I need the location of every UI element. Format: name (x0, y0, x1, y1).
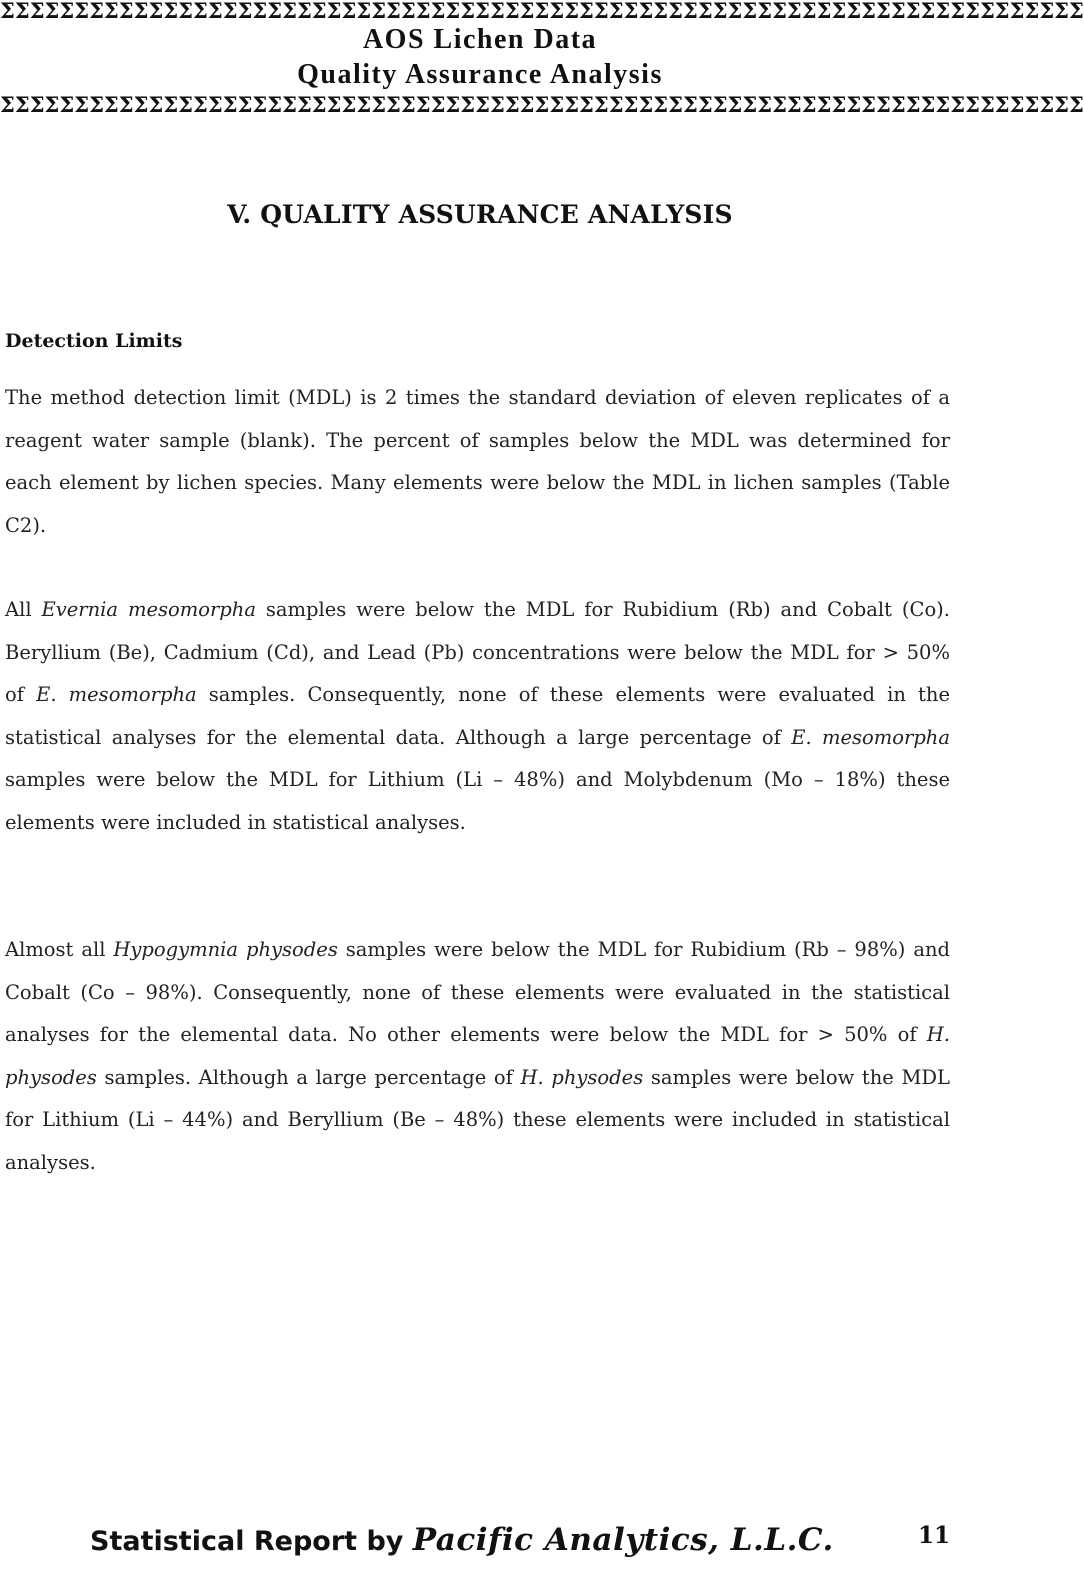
species-name: H. physodes (520, 1065, 644, 1089)
paragraph-mdl-definition: The method detection limit (MDL) is 2 times the standard deviation of eleven replicates of a reagent water sample (blank). The percent of samples below the MDL was determined for each element by lichen species. Many elements were below the MDL in lichen samples (Table C2). (5, 386, 950, 537)
footer-prefix: Statistical Report by (90, 1526, 413, 1557)
footer-company-name: Pacific Analytics, L.L.C. (412, 1522, 834, 1558)
species-name: Evernia mesomorpha (41, 598, 256, 621)
species-name: Hypogymnia physodes (113, 938, 338, 961)
species-name: E. mesomorpha (36, 683, 197, 706)
page-number: 11 (918, 1522, 951, 1549)
text-span: samples were below the MDL for Lithium (Li – 44%) and Beryllium (Be – 48%) these elements were included in statistical analyses. (5, 1065, 950, 1174)
subheading-detection-limits: Detection Limits (5, 330, 183, 352)
text-span: All (5, 598, 42, 621)
species-name: E. mesomorpha (791, 725, 950, 749)
header-sigma-border-bottom: ΣΣΣΣΣΣΣΣΣΣΣΣΣΣΣΣΣΣΣΣΣΣΣΣΣΣΣΣΣΣΣΣΣΣΣΣΣΣΣΣΣΣΣΣΣΣΣΣΣΣΣΣΣΣΣΣΣΣΣΣΣΣΣΣΣΣΣΣΣΣΣΣΣ (0, 92, 1084, 117)
text-span: samples were below the MDL for Rubidium (Rb – 98%) and Cobalt (Co – 98%). Consequently, none of these elements were evaluated in the statistical analyses for the elemental data. No other elements were below the MDL for > 50% of (5, 938, 950, 1046)
section-title: V. QUALITY ASSURANCE ANALYSIS (227, 200, 733, 229)
text-span: Almost all (5, 938, 114, 961)
text-span: samples were below the MDL for Rubidium (Rb) and Cobalt (Co). Beryllium (Be), Cadmium (Cd), and Lead (Pb) concentrations were below the MDL for > 50% of (5, 598, 950, 706)
paragraph-evernia (5, 589, 950, 844)
text-span: samples were below the MDL for Lithium (Li – 48%) and Molybdenum (Mo – 18%) these elements were included in statistical analyses. (5, 768, 950, 834)
species-name: H. physodes (5, 1023, 950, 1089)
running-head-subtitle: Quality Assurance Analysis (297, 59, 663, 90)
running-head-title: AOS Lichen Data (362, 24, 598, 55)
page-footer (90, 1522, 834, 1558)
paragraph-hypogymnia (5, 929, 950, 1184)
header-sigma-border-top: ΣΣΣΣΣΣΣΣΣΣΣΣΣΣΣΣΣΣΣΣΣΣΣΣΣΣΣΣΣΣΣΣΣΣΣΣΣΣΣΣΣΣΣΣΣΣΣΣΣΣΣΣΣΣΣΣΣΣΣΣΣΣΣΣΣΣΣΣΣΣΣΣΣ (0, 0, 1084, 23)
text-span: samples. Although a large percentage of (96, 1065, 521, 1089)
text-span: samples. Consequently, none of these elements were evaluated in the statistical analyses for the elemental data. Although a large percentage of (5, 683, 950, 749)
